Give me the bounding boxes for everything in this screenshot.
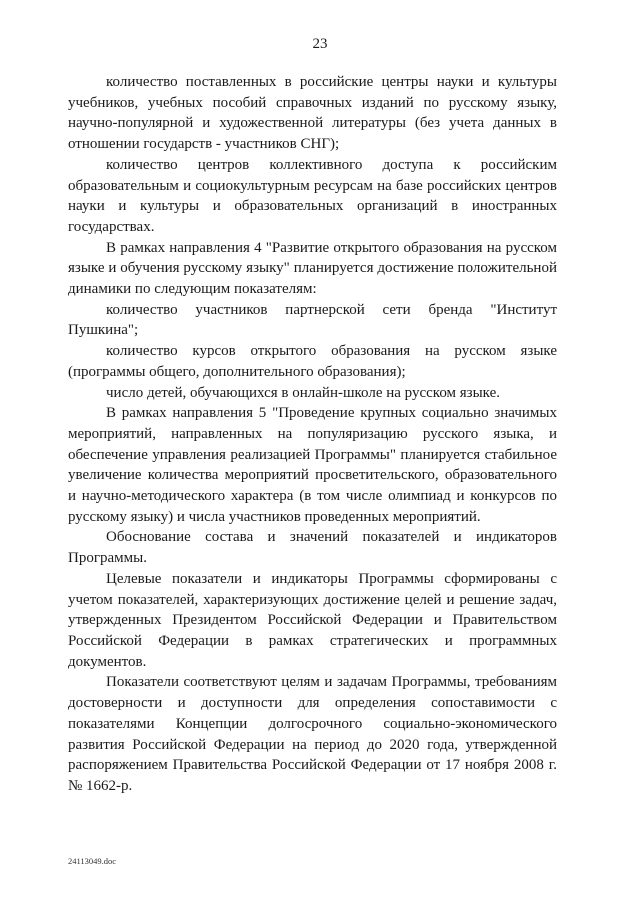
paragraph: Обоснование состава и значений показателей и индикаторов Программы. — [68, 529, 557, 567]
paragraph: В рамках направления 4 "Развитие открытого образования на русском языке и обучения русскому языку" планируется достижение положительной динамики по следующим показателям: — [68, 239, 557, 298]
paragraph: Показатели соответствуют целям и задачам Программы, требованиям достоверности и доступности для определения сопоставимости с показателями Концепции долгосрочного социально-экономического развития Российской Федерации на период до 2020 года, утвержденной распоряжением Правительства Российской Федерации от 17 ноября 2008 г. № 1662-р. — [68, 674, 557, 794]
page-number: 23 — [312, 36, 328, 52]
paragraph: Целевые показатели и индикаторы Программы сформированы с учетом показателей, характеризующих достижение целей и решение задач, утвержденных Президентом Российской Федерации и Правительством Российской Федерации в рамках стратегических и программных документов. — [68, 570, 557, 670]
footer-filename: 24113049.doc — [68, 856, 117, 866]
paragraph: количество участников партнерской сети бренда "Институт Пушкина"; — [68, 301, 557, 339]
paragraph: количество поставленных в российские центры науки и культуры учебников, учебных пособий справочных изданий по русскому языку, научно-популярной и художественной литературы (без учета данных в отношении государств - участников СНГ); — [68, 74, 557, 153]
paragraph: число детей, обучающихся в онлайн-школе на русском языке. — [106, 384, 500, 401]
paragraph: количество центров коллективного доступа к российским образовательным и социокультурным ресурсам на базе российских центров науки и культуры и образовательных организаций в иностранных государствах. — [68, 156, 557, 235]
document-body — [68, 72, 557, 797]
paragraph: В рамках направления 5 "Проведение крупных социально значимых мероприятий, направленных на популяризацию русского языка, и обеспечение управления реализацией Программы" планируется стабильное увеличение количества мероприятий просветительского, образовательного и научно-методического характера (в том числе олимпиад и конкурсов по русскому языку) и числа участников проведенных мероприятий. — [68, 405, 557, 525]
paragraph: количество курсов открытого образования на русском языке (программы общего, дополнительного образования); — [68, 343, 557, 380]
